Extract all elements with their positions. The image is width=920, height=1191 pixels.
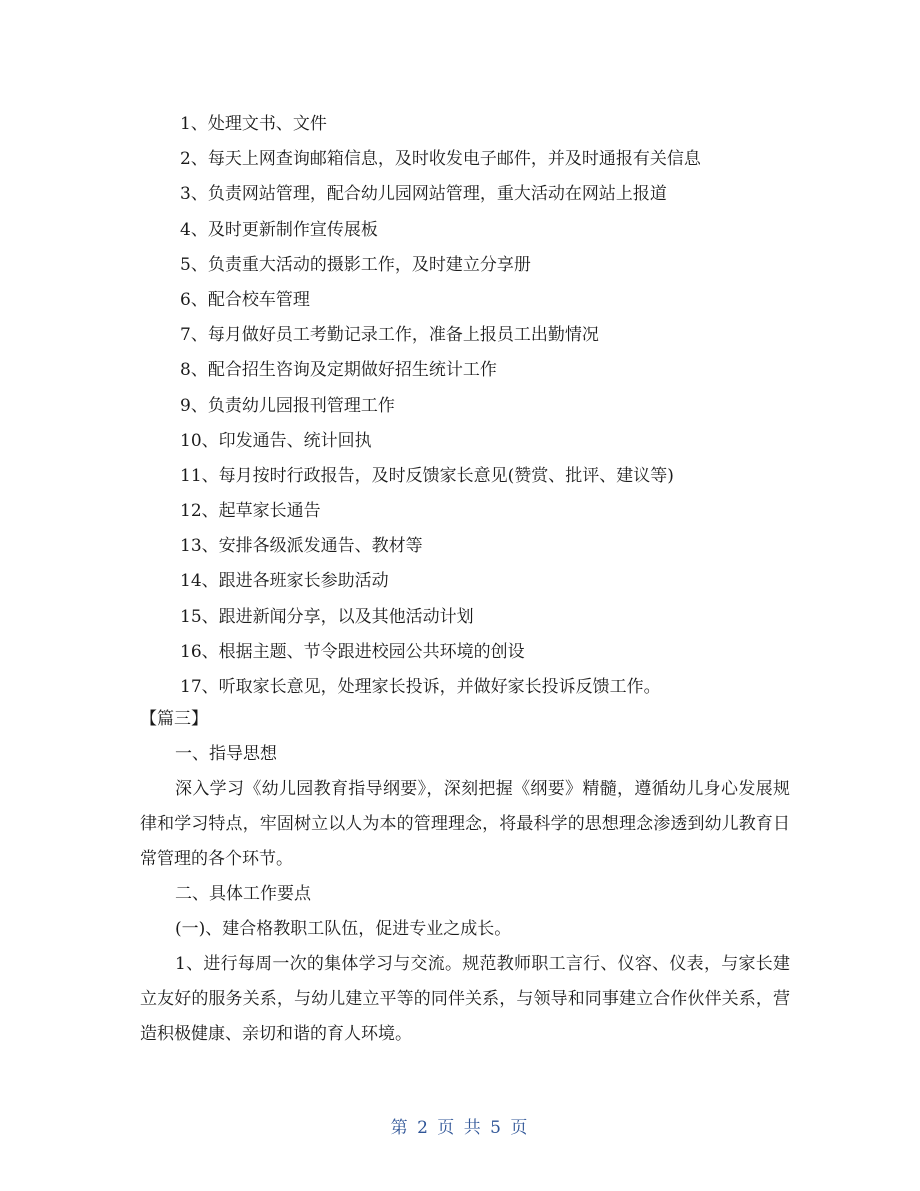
heading-guiding-thought: 一、指导思想 (175, 744, 277, 764)
list-item: 15、跟进新闻分享，以及其他活动计划 (180, 606, 474, 627)
section-three (140, 702, 790, 1052)
paragraph-guiding-thought: 深入学习《幼儿园教育指导纲要》，深刻把握《纲要》精髓，遵循幼儿身心发展规律和学习特点，牢固树立以人为本的管理理念，将最科学的思想理念渗透到幼儿教育日常管理的各个环节。 (140, 779, 790, 869)
list-item: 5、负责重大活动的摄影工作，及时建立分享册 (180, 254, 531, 275)
page-number: 第 2 页 共 5 页 (390, 1118, 530, 1138)
section-title: 【篇三】 (140, 709, 208, 729)
list-item: 17、听取家长意见，处理家长投诉，并做好家长投诉反馈工作。 (180, 677, 661, 697)
list-item: 14、跟进各班家长参助活动 (180, 571, 389, 592)
list-item: 7、每月做好员工考勤记录工作，准备上报员工出勤情况 (180, 325, 599, 346)
list-item: 9、负责幼儿园报刊管理工作 (180, 395, 395, 416)
list-item: 10、印发通告、统计回执 (180, 430, 372, 451)
list-item: 8、配合招生咨询及定期做好招生统计工作 (180, 360, 497, 381)
list-item: 16、根据主题、节令跟进校园公共环境的创设 (180, 641, 525, 662)
list-item: 1、处理文书、文件 (180, 114, 327, 134)
list-item: 3、负责网站管理，配合幼儿园网站管理，重大活动在网站上报道 (180, 184, 667, 205)
list-item: 2、每天上网查询邮箱信息，及时收发电子邮件，并及时通报有关信息 (180, 149, 701, 170)
list-item: 6、配合校车管理 (180, 289, 310, 310)
paragraph-weekly-study: 1、进行每周一次的集体学习与交流。规范教师职工言行、仪容、仪表，与家长建立友好的服务关系，与幼儿建立平等的同伴关系，与领导和同事建立合作伙伴关系，营造积极健康、亲切和谐的育人环境。 (140, 954, 790, 1044)
heading-work-points: 二、具体工作要点 (175, 884, 311, 904)
list-item: 11、每月按时行政报告，及时反馈家长意见(赞赏、批评、建议等) (180, 465, 674, 486)
list-item: 4、及时更新制作宣传展板 (180, 219, 378, 240)
list-item: 13、安排各级派发通告、教材等 (180, 536, 423, 557)
list-item: 12、起草家长通告 (180, 501, 321, 522)
subheading-staff-team: (一)、建合格教职工队伍，促进专业之成长。 (175, 919, 512, 939)
duty-list (180, 107, 820, 705)
